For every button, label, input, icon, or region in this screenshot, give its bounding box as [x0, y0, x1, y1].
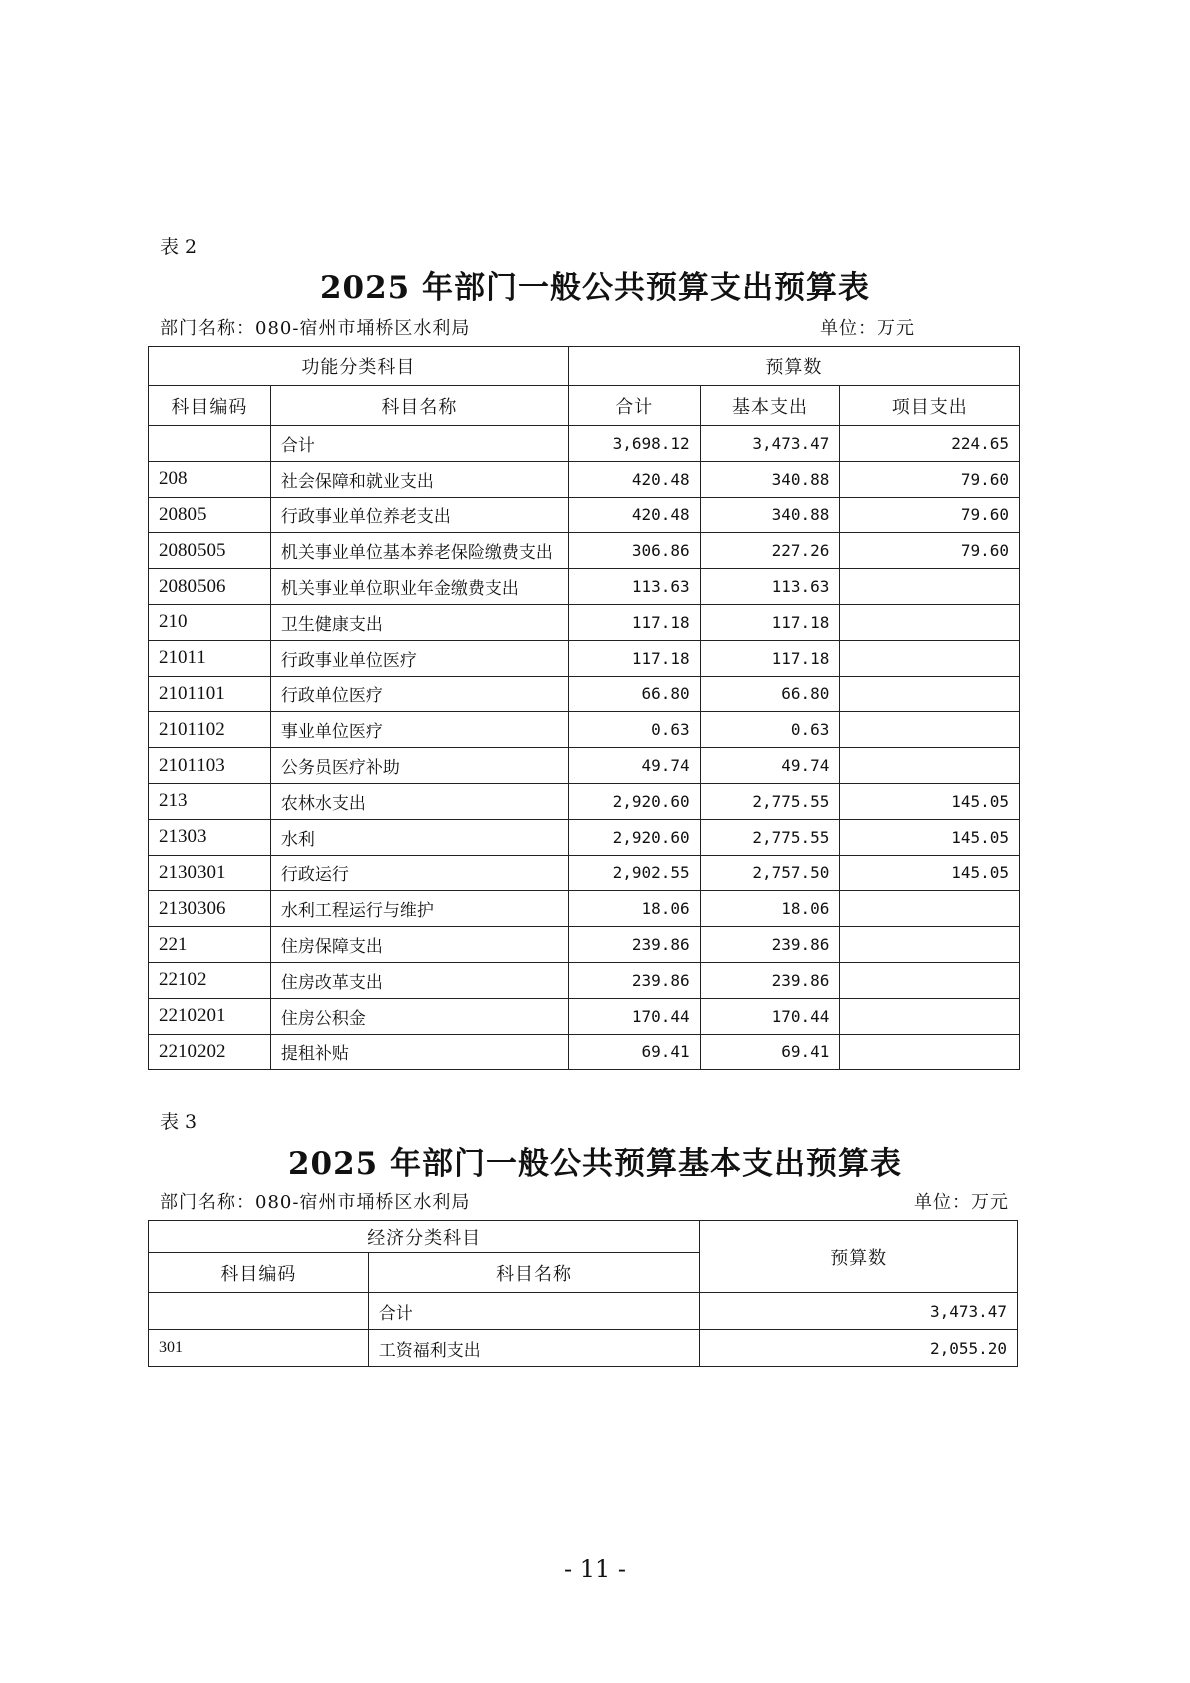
- row-basic: 113.63: [700, 569, 840, 605]
- table-row: [149, 604, 1020, 640]
- row-project: [840, 962, 1020, 998]
- header-func-group: 功能分类科目: [149, 347, 569, 386]
- row-total: 117.18: [568, 604, 700, 640]
- row-total: 2,920.60: [568, 783, 700, 819]
- row-project: [840, 640, 1020, 676]
- row-total: 170.44: [568, 998, 700, 1034]
- row-code: 2130306: [149, 891, 271, 927]
- row-code: 2101101: [149, 676, 271, 712]
- table2-unit: 单位：万元: [820, 318, 915, 339]
- row-name: 卫生健康支出: [270, 604, 568, 640]
- row-code: 2101102: [149, 712, 271, 748]
- table-row: [149, 748, 1020, 784]
- table-row: [149, 712, 1020, 748]
- row-basic: 2,757.50: [700, 855, 840, 891]
- row-code: 210: [149, 604, 271, 640]
- page-number: - 11 -: [563, 1555, 626, 1583]
- header-total: 合计: [568, 386, 700, 426]
- row-basic: 227.26: [700, 533, 840, 569]
- table3: [148, 1220, 1018, 1367]
- table-row: [149, 461, 1020, 497]
- row-total: 3,698.12: [568, 426, 700, 462]
- row-total: 113.63: [568, 569, 700, 605]
- row-basic: 239.86: [700, 927, 840, 963]
- row-name: 合计: [368, 1293, 700, 1330]
- row-code: 20805: [149, 497, 271, 533]
- row-total: 18.06: [568, 891, 700, 927]
- row-total: 420.48: [568, 497, 700, 533]
- header-name: 科目名称: [270, 386, 568, 426]
- row-name: 机关事业单位基本养老保险缴费支出: [270, 533, 568, 569]
- table-row: [149, 676, 1020, 712]
- table2: [148, 346, 1020, 1070]
- row-name: 提租补贴: [270, 1034, 568, 1070]
- row-project: [840, 712, 1020, 748]
- row-name: 行政事业单位养老支出: [270, 497, 568, 533]
- table-row: [149, 927, 1020, 963]
- table2-dept: 部门名称：080-宿州市埇桥区水利局: [160, 318, 471, 339]
- table-row: [149, 1293, 1018, 1330]
- row-name: 住房保障支出: [270, 927, 568, 963]
- row-code: 2130301: [149, 855, 271, 891]
- row-name: 行政事业单位医疗: [270, 640, 568, 676]
- table3-title: 2025 年部门一般公共预算基本支出预算表: [287, 1146, 903, 1182]
- row-name: 住房公积金: [270, 998, 568, 1034]
- row-project: [840, 748, 1020, 784]
- row-basic: 340.88: [700, 461, 840, 497]
- row-basic: 117.18: [700, 604, 840, 640]
- header-econ-group: 经济分类科目: [149, 1221, 700, 1253]
- row-basic: 117.18: [700, 640, 840, 676]
- row-basic: 2,775.55: [700, 819, 840, 855]
- row-total: 420.48: [568, 461, 700, 497]
- table-row: [149, 891, 1020, 927]
- table3-unit: 单位：万元: [914, 1192, 1009, 1213]
- row-name: 住房改革支出: [270, 962, 568, 998]
- row-name: 水利工程运行与维护: [270, 891, 568, 927]
- header-budget-group: 预算数: [568, 347, 1019, 386]
- header-name: 科目名称: [368, 1253, 700, 1293]
- row-name: 工资福利支出: [368, 1330, 700, 1367]
- table-row: [149, 1330, 1018, 1367]
- row-name: 社会保障和就业支出: [270, 461, 568, 497]
- header-code: 科目编码: [149, 1253, 369, 1293]
- row-name: 公务员医疗补助: [270, 748, 568, 784]
- table-row: [149, 426, 1020, 462]
- row-basic: 340.88: [700, 497, 840, 533]
- row-budget: 3,473.47: [700, 1293, 1018, 1330]
- row-code: 301: [149, 1330, 369, 1367]
- table2-label: 表 2: [160, 236, 198, 258]
- row-project: 79.60: [840, 533, 1020, 569]
- row-basic: 239.86: [700, 962, 840, 998]
- row-code: 2101103: [149, 748, 271, 784]
- table-row: [149, 855, 1020, 891]
- row-name: 行政运行: [270, 855, 568, 891]
- row-project: 145.05: [840, 855, 1020, 891]
- row-name: 事业单位医疗: [270, 712, 568, 748]
- header-project: 项目支出: [840, 386, 1020, 426]
- row-budget: 2,055.20: [700, 1330, 1018, 1367]
- row-code: 2210202: [149, 1034, 271, 1070]
- row-total: 239.86: [568, 927, 700, 963]
- row-total: 239.86: [568, 962, 700, 998]
- row-project: [840, 676, 1020, 712]
- header-basic: 基本支出: [700, 386, 840, 426]
- row-total: 2,920.60: [568, 819, 700, 855]
- row-project: [840, 569, 1020, 605]
- row-total: 306.86: [568, 533, 700, 569]
- row-name: 合计: [270, 426, 568, 462]
- row-name: 水利: [270, 819, 568, 855]
- row-project: [840, 891, 1020, 927]
- row-code: [149, 426, 271, 462]
- row-code: 2210201: [149, 998, 271, 1034]
- row-project: [840, 604, 1020, 640]
- table3-dept: 部门名称：080-宿州市埇桥区水利局: [160, 1192, 471, 1213]
- row-code: 21303: [149, 819, 271, 855]
- row-project: [840, 1034, 1020, 1070]
- table-row: [149, 819, 1020, 855]
- row-total: 66.80: [568, 676, 700, 712]
- row-project: 145.05: [840, 819, 1020, 855]
- table2-title: 2025 年部门一般公共预算支出预算表: [319, 270, 871, 306]
- row-project: [840, 927, 1020, 963]
- row-basic: 170.44: [700, 998, 840, 1034]
- row-total: 69.41: [568, 1034, 700, 1070]
- row-project: [840, 998, 1020, 1034]
- row-code: 213: [149, 783, 271, 819]
- row-code: 2080505: [149, 533, 271, 569]
- row-name: 农林水支出: [270, 783, 568, 819]
- table-row: [149, 497, 1020, 533]
- row-code: 221: [149, 927, 271, 963]
- row-project: 224.65: [840, 426, 1020, 462]
- table-row: [149, 1034, 1020, 1070]
- row-basic: 69.41: [700, 1034, 840, 1070]
- row-basic: 3,473.47: [700, 426, 840, 462]
- row-code: 22102: [149, 962, 271, 998]
- row-basic: 2,775.55: [700, 783, 840, 819]
- row-basic: 66.80: [700, 676, 840, 712]
- row-total: 117.18: [568, 640, 700, 676]
- row-project: 79.60: [840, 497, 1020, 533]
- row-code: 2080506: [149, 569, 271, 605]
- row-basic: 18.06: [700, 891, 840, 927]
- row-code: 208: [149, 461, 271, 497]
- table-row: [149, 533, 1020, 569]
- row-name: 机关事业单位职业年金缴费支出: [270, 569, 568, 605]
- row-basic: 0.63: [700, 712, 840, 748]
- table-row: [149, 569, 1020, 605]
- row-basic: 49.74: [700, 748, 840, 784]
- header-budget: 预算数: [700, 1221, 1018, 1293]
- header-code: 科目编码: [149, 386, 271, 426]
- row-project: 79.60: [840, 461, 1020, 497]
- table-row: [149, 962, 1020, 998]
- row-total: 49.74: [568, 748, 700, 784]
- table3-label: 表 3: [160, 1111, 198, 1133]
- row-code: [149, 1293, 369, 1330]
- row-total: 2,902.55: [568, 855, 700, 891]
- row-code: 21011: [149, 640, 271, 676]
- row-name: 行政单位医疗: [270, 676, 568, 712]
- row-total: 0.63: [568, 712, 700, 748]
- table-row: [149, 640, 1020, 676]
- row-project: 145.05: [840, 783, 1020, 819]
- table-row: [149, 998, 1020, 1034]
- table-row: [149, 783, 1020, 819]
